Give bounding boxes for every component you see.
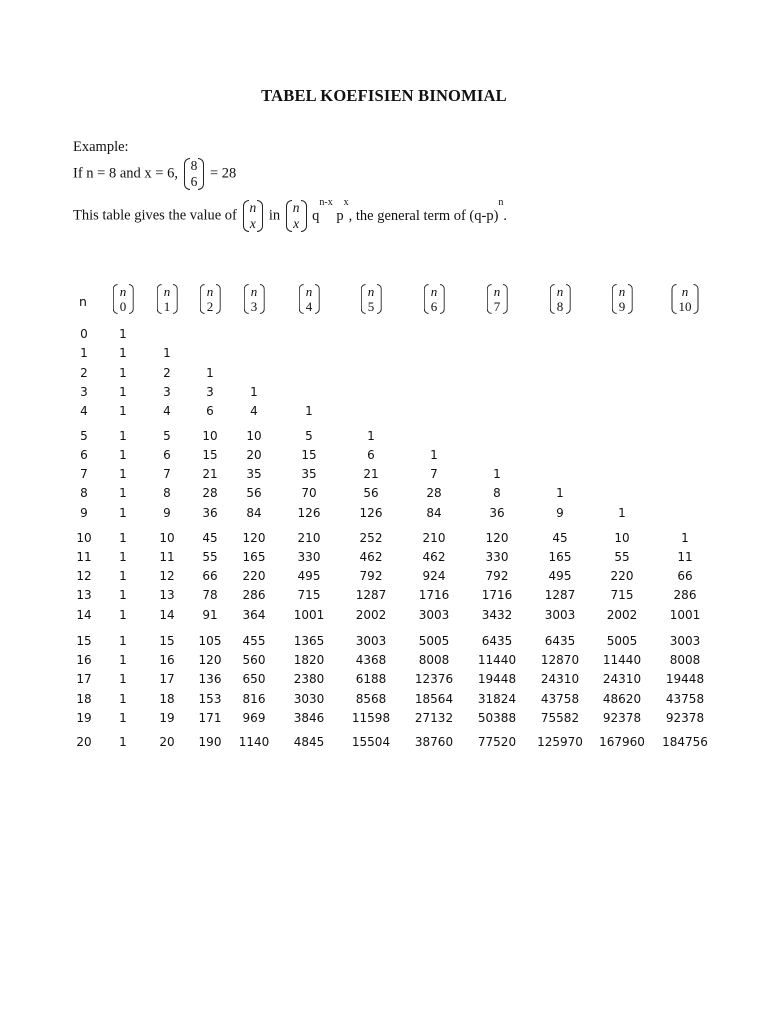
coefficient-cell: 1 (119, 429, 127, 443)
coefficient-cell: 21 (202, 467, 218, 481)
coefficient-cell: 1 (119, 448, 127, 462)
row-n-label: 11 (76, 550, 92, 564)
binom-top: n (292, 200, 300, 215)
row-n-label: 12 (76, 569, 92, 583)
coefficient-cell: 92378 (665, 711, 705, 725)
row-n-label: 5 (80, 429, 88, 443)
row-n-label: 0 (80, 327, 88, 341)
coefficient-cell: 6 (206, 404, 214, 418)
coefficient-cell: 20 (246, 448, 262, 462)
coefficient-cell: 21 (363, 467, 379, 481)
example-line2-prefix: This table gives the value of (73, 207, 237, 224)
coefficient-cell: 2380 (293, 672, 325, 686)
row-n-label: 2 (80, 366, 88, 380)
coefficient-cell: 19448 (665, 672, 705, 686)
coefficient-cell: 5005 (606, 634, 638, 648)
coefficient-cell: 153 (198, 692, 222, 706)
coefficient-cell: 924 (422, 569, 446, 583)
coefficient-cell: 1 (681, 531, 689, 545)
coefficient-cell: 4368 (355, 653, 387, 667)
coefficient-cell: 1 (119, 653, 127, 667)
coefficient-cell: 126 (297, 506, 321, 520)
coefficient-cell: 45 (552, 531, 568, 545)
coefficient-cell: 66 (677, 569, 693, 583)
coefficient-cell: 1 (119, 486, 127, 500)
header-top: n (163, 284, 171, 299)
column-header-n-choose-1 (157, 284, 178, 314)
header-bottom: 2 (206, 299, 214, 314)
coefficient-cell: 792 (359, 569, 383, 583)
coefficient-cell: 1 (367, 429, 375, 443)
coefficient-cell: 43758 (665, 692, 705, 706)
coefficient-cell: 286 (673, 588, 697, 602)
n-column-header: n (79, 294, 87, 309)
coefficient-cell: 1 (618, 506, 626, 520)
coefficient-cell: 364 (242, 608, 266, 622)
coefficient-cell: 10 (246, 429, 262, 443)
coefficient-cell: 330 (297, 550, 321, 564)
column-header-n-choose-5 (361, 284, 382, 314)
coefficient-cell: 650 (242, 672, 266, 686)
coefficient-cell: 252 (359, 531, 383, 545)
header-top: n (618, 284, 626, 299)
row-n-label: 20 (76, 735, 92, 749)
column-header-n-choose-10 (672, 284, 699, 314)
coefficient-cell: 55 (202, 550, 218, 564)
header-top: n (206, 284, 214, 299)
coefficient-cell: 1 (119, 346, 127, 360)
header-bottom: 3 (250, 299, 258, 314)
row-n-label: 10 (76, 531, 92, 545)
coefficient-cell: 210 (422, 531, 446, 545)
coefficient-cell: 45 (202, 531, 218, 545)
coefficient-cell: 11440 (477, 653, 517, 667)
coefficient-cell: 6 (367, 448, 375, 462)
header-top: n (430, 284, 438, 299)
coefficient-cell: 38760 (414, 735, 454, 749)
coefficient-cell: 1 (119, 467, 127, 481)
coefficient-cell: 1 (119, 531, 127, 545)
coefficient-cell: 1287 (355, 588, 387, 602)
coefficient-cell: 1 (493, 467, 501, 481)
coefficient-cell: 462 (422, 550, 446, 564)
coefficient-cell: 1 (119, 711, 127, 725)
coefficient-cell: 28 (426, 486, 442, 500)
coefficient-cell: 9 (163, 506, 171, 520)
header-top: n (367, 284, 375, 299)
coefficient-cell: 3003 (355, 634, 387, 648)
example-line2-end: . (503, 207, 508, 224)
row-n-label: 8 (80, 486, 88, 500)
row-n-label: 14 (76, 608, 92, 622)
coefficient-cell: 78 (202, 588, 218, 602)
page-title: TABEL KOEFISIEN BINOMIAL (261, 86, 507, 105)
coefficient-cell: 1287 (544, 588, 576, 602)
coefficient-cell: 1 (119, 569, 127, 583)
p-exponent: x (343, 197, 349, 209)
coefficient-cell: 3432 (481, 608, 513, 622)
binom-bottom: x (249, 216, 256, 231)
coefficient-cell: 1 (119, 692, 127, 706)
coefficient-cell: 816 (242, 692, 266, 706)
coefficient-cell: 8 (163, 486, 171, 500)
coefficient-cell: 10 (159, 531, 175, 545)
coefficient-cell: 2 (163, 366, 171, 380)
coefficient-cell: 1001 (669, 608, 701, 622)
coefficient-cell: 3003 (544, 608, 576, 622)
header-bottom: 9 (618, 299, 626, 314)
column-header-n-choose-8 (550, 284, 571, 314)
coefficient-cell: 28 (202, 486, 218, 500)
coefficient-cell: 7 (430, 467, 438, 481)
coefficient-cell: 1 (163, 346, 171, 360)
header-bottom: 1 (163, 299, 171, 314)
coefficient-cell: 56 (363, 486, 379, 500)
coefficient-cell: 1 (119, 327, 127, 341)
header-top: n (119, 284, 127, 299)
coefficient-cell: 286 (242, 588, 266, 602)
coefficient-cell: 11 (677, 550, 693, 564)
coefficient-cell: 3003 (418, 608, 450, 622)
header-bottom: 0 (119, 299, 127, 314)
coefficient-cell: 167960 (599, 735, 645, 749)
coefficient-cell: 12376 (414, 672, 454, 686)
coefficient-cell: 1 (119, 366, 127, 380)
coefficient-cell: 35 (246, 467, 262, 481)
coefficient-cell: 4 (250, 404, 258, 418)
coefficient-cell: 462 (359, 550, 383, 564)
coefficient-cell: 455 (242, 634, 266, 648)
coefficient-cell: 495 (297, 569, 321, 583)
coefficient-cell: 8008 (669, 653, 701, 667)
coefficient-cell: 165 (548, 550, 572, 564)
q-base: q (312, 207, 320, 224)
column-header-n-choose-9 (612, 284, 633, 314)
coefficient-cell: 31824 (477, 692, 517, 706)
binom-top: n (249, 200, 257, 215)
coefficient-cell: 165 (242, 550, 266, 564)
coefficient-cell: 495 (548, 569, 572, 583)
header-bottom: 4 (305, 299, 313, 314)
header-top: n (493, 284, 501, 299)
row-n-label: 16 (76, 653, 92, 667)
coefficient-cell: 120 (485, 531, 509, 545)
coefficient-cell: 126 (359, 506, 383, 520)
coefficient-cell: 1 (119, 550, 127, 564)
coefficient-cell: 2002 (606, 608, 638, 622)
coefficient-cell: 6435 (544, 634, 576, 648)
coefficient-cell: 969 (242, 711, 266, 725)
example-label: Example: (73, 139, 129, 155)
column-header-n-choose-7 (487, 284, 508, 314)
coefficient-cell: 184756 (662, 735, 708, 749)
coefficient-cell: 19 (159, 711, 175, 725)
coefficient-cell: 8 (493, 486, 501, 500)
coefficient-cell: 1820 (293, 653, 325, 667)
coefficient-cell: 13 (159, 588, 175, 602)
coefficient-cell: 1 (119, 608, 127, 622)
coefficient-cell: 35 (301, 467, 317, 481)
coefficient-cell: 715 (610, 588, 634, 602)
coefficient-cell: 24310 (540, 672, 580, 686)
coefficient-cell: 5 (163, 429, 171, 443)
coefficient-cell: 27132 (414, 711, 454, 725)
coefficient-cell: 1 (119, 634, 127, 648)
coefficient-cell: 18564 (414, 692, 454, 706)
row-n-label: 9 (80, 506, 88, 520)
coefficient-cell: 105 (198, 634, 222, 648)
coefficient-cell: 5005 (418, 634, 450, 648)
coefficient-cell: 1 (119, 385, 127, 399)
header-top: n (250, 284, 258, 299)
coefficient-cell: 12 (159, 569, 175, 583)
coefficient-cell: 8008 (418, 653, 450, 667)
coefficient-cell: 220 (610, 569, 634, 583)
coefficient-cell: 792 (485, 569, 509, 583)
coefficient-cell: 48620 (602, 692, 642, 706)
binom-bottom: x (293, 216, 300, 231)
coefficient-cell: 11598 (351, 711, 391, 725)
coefficient-cell: 1 (250, 385, 258, 399)
coefficient-cell: 171 (198, 711, 222, 725)
coefficient-cell: 3846 (293, 711, 325, 725)
row-n-label: 13 (76, 588, 92, 602)
coefficient-cell: 55 (614, 550, 630, 564)
binom-bottom: 6 (190, 174, 198, 189)
coefficient-cell: 15 (301, 448, 317, 462)
coefficient-cell: 6188 (355, 672, 387, 686)
coefficient-cell: 92378 (602, 711, 642, 725)
coefficient-cell: 11440 (602, 653, 642, 667)
coefficient-cell: 36 (489, 506, 505, 520)
coefficient-cell: 84 (426, 506, 442, 520)
coefficient-cell: 18 (159, 692, 175, 706)
coefficient-cell: 91 (202, 608, 218, 622)
coefficient-cell: 10 (202, 429, 218, 443)
header-top: n (556, 284, 564, 299)
coefficient-cell: 56 (246, 486, 262, 500)
coefficient-cell: 9 (556, 506, 564, 520)
coefficient-cell: 1 (206, 366, 214, 380)
coefficient-cell: 7 (163, 467, 171, 481)
row-n-label: 18 (76, 692, 92, 706)
coefficient-cell: 1 (430, 448, 438, 462)
coefficient-cell: 120 (242, 531, 266, 545)
column-header-n-choose-0 (113, 284, 134, 314)
example-line1-suffix: = 28 (209, 165, 237, 182)
header-top: n (681, 284, 689, 299)
coefficient-cell: 15504 (351, 735, 391, 749)
coefficient-cell: 715 (297, 588, 321, 602)
coefficient-cell: 16 (159, 653, 175, 667)
coefficient-cell: 66 (202, 569, 218, 583)
coefficient-cell: 14 (159, 608, 175, 622)
coefficient-cell: 3 (206, 385, 214, 399)
coefficient-cell: 6435 (481, 634, 513, 648)
coefficient-cell: 3003 (669, 634, 701, 648)
coefficient-cell: 560 (242, 653, 266, 667)
header-top: n (305, 284, 313, 299)
coefficient-cell: 43758 (540, 692, 580, 706)
coefficient-cell: 1 (305, 404, 313, 418)
coefficient-cell: 1 (119, 672, 127, 686)
coefficient-cell: 36 (202, 506, 218, 520)
coefficient-cell: 3030 (293, 692, 325, 706)
example-line1-prefix: If n = 8 and x = 6, (73, 165, 178, 182)
coefficient-cell: 1 (119, 506, 127, 520)
coefficient-cell: 77520 (477, 735, 517, 749)
header-bottom: 7 (493, 299, 501, 314)
coefficient-cell: 4845 (293, 735, 325, 749)
coefficient-cell: 4 (163, 404, 171, 418)
column-header-n-choose-4 (299, 284, 320, 314)
row-n-label: 19 (76, 711, 92, 725)
row-n-label: 1 (80, 346, 88, 360)
coefficient-cell: 1 (119, 404, 127, 418)
coefficient-cell: 24310 (602, 672, 642, 686)
coefficient-cell: 1 (556, 486, 564, 500)
row-n-label: 6 (80, 448, 88, 462)
coefficient-cell: 1 (119, 735, 127, 749)
coefficient-cell: 1716 (418, 588, 450, 602)
coefficient-cell: 1140 (238, 735, 270, 749)
header-bottom: 5 (367, 299, 375, 314)
coefficient-cell: 3 (163, 385, 171, 399)
coefficient-cell: 1365 (293, 634, 325, 648)
row-n-label: 17 (76, 672, 92, 686)
coefficient-cell: 1001 (293, 608, 325, 622)
coefficient-cell: 120 (198, 653, 222, 667)
coefficient-cell: 10 (614, 531, 630, 545)
coefficient-cell: 70 (301, 486, 317, 500)
column-header-n-choose-3 (244, 284, 265, 314)
coefficient-cell: 330 (485, 550, 509, 564)
header-bottom: 10 (678, 299, 692, 314)
coefficient-cell: 1 (119, 588, 127, 602)
column-header-n-choose-6 (424, 284, 445, 314)
coefficient-cell: 19448 (477, 672, 517, 686)
row-n-label: 4 (80, 404, 88, 418)
in-word: in (268, 207, 281, 224)
coefficient-cell: 6 (163, 448, 171, 462)
coefficient-cell: 190 (198, 735, 222, 749)
q-exponent: n-x (319, 197, 333, 209)
example-line2-mid: , the general term of (q-p) (348, 207, 499, 224)
coefficient-cell: 84 (246, 506, 262, 520)
row-n-label: 15 (76, 634, 92, 648)
coefficient-cell: 17 (159, 672, 175, 686)
general-exponent: n (498, 197, 504, 209)
coefficient-cell: 125970 (537, 735, 583, 749)
coefficient-cell: 8568 (355, 692, 387, 706)
coefficient-cell: 50388 (477, 711, 517, 725)
header-bottom: 8 (556, 299, 564, 314)
column-header-n-choose-2 (200, 284, 221, 314)
coefficient-cell: 210 (297, 531, 321, 545)
coefficient-cell: 20 (159, 735, 175, 749)
coefficient-cell: 2002 (355, 608, 387, 622)
coefficient-cell: 5 (305, 429, 313, 443)
coefficient-cell: 15 (202, 448, 218, 462)
binom-top: 8 (190, 158, 198, 173)
coefficient-cell: 75582 (540, 711, 580, 725)
row-n-label: 7 (80, 467, 88, 481)
header-bottom: 6 (430, 299, 438, 314)
row-n-label: 3 (80, 385, 88, 399)
coefficient-cell: 220 (242, 569, 266, 583)
coefficient-cell: 136 (198, 672, 222, 686)
coefficient-cell: 15 (159, 634, 175, 648)
coefficient-cell: 1716 (481, 588, 513, 602)
coefficient-cell: 12870 (540, 653, 580, 667)
p-base: p (336, 207, 344, 224)
coefficient-cell: 11 (159, 550, 175, 564)
